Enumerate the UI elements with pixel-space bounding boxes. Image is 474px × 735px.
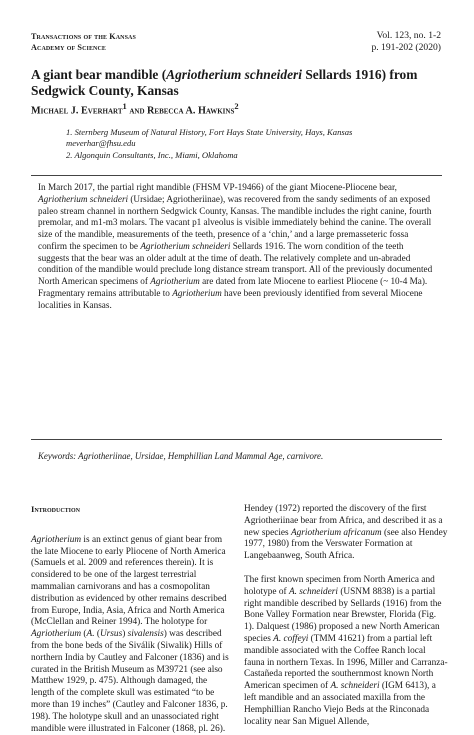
title-part1: A giant bear mandible ( xyxy=(31,67,167,82)
body-species: A. schneideri xyxy=(288,586,338,597)
body-species: A. xyxy=(86,629,95,640)
paragraph xyxy=(31,535,229,735)
author-2: Rebecca A. Hawkins xyxy=(147,105,235,117)
volume-info xyxy=(371,30,441,54)
paragraph-gap xyxy=(244,563,448,575)
title-species: Agriotherium schneideri xyxy=(166,67,302,82)
volume-number: Vol. 123, no. 1-2 xyxy=(376,30,441,41)
abstract-text: In March 2017, the partial right mandible (FHSM VP-19466) of the giant Miocene-Pliocene bear, xyxy=(38,182,397,192)
body-text: ( xyxy=(94,629,100,640)
abstract xyxy=(38,182,436,311)
author-line xyxy=(31,101,239,116)
paper-title xyxy=(31,67,451,99)
body-text: The first known specimen from North America and holotype of xyxy=(244,574,435,597)
body-column-right xyxy=(244,504,448,728)
body-species: Agriotherium xyxy=(31,629,82,640)
abstract-text: Sellards 1916. The worn condition of the teeth suggests that the bear was an older adult at the time of death. The relatively complete and un-abraded condition of the mandible would preclude long distance stream transport. All of the previously documented North American specimens of xyxy=(38,240,433,286)
affiliation-2: 2. Algonquin Consultants, Inc., Miami, Oklahoma xyxy=(66,149,238,160)
abstract-species: Agriotherium schneideri xyxy=(38,193,129,204)
body-text: ) was described from the bone beds of the Siválik (Siwalik) Hills of northern India by Cautley and Falconer (1836) and is curated in the British Museum as M39721 (see also Matthew 1929, p. 475). Although damaged, the length of the complete skull was estimated “to be more than 19 inches” (Cautley and Falconer 1836, p. 198). The holotype skull and an unassociated right mandible were illustrated in Falconer (1868, pl. 26). xyxy=(31,629,229,734)
body-species: A. coffeyi xyxy=(273,633,309,644)
author-1-affil-mark: 1 xyxy=(122,101,127,111)
body-species: Agriotherium xyxy=(31,534,82,545)
page-range-year: p. 191-202 (2020) xyxy=(371,42,441,53)
abstract-species: Agriotherium xyxy=(150,276,200,286)
journal-name xyxy=(31,31,136,53)
body-text: is an extinct genus of giant bear from the late Miocene to early Pliocene of North America (Samuels et al. 2009 and references therein). It is considered to be one of the largest terrestrial mammalian carnivorans and has a cosmopolitan distribution as evidenced by other remains described from Europe, India, Asia, Africa and North America (McClellan and Reiner 1994). The holotype for xyxy=(31,534,227,628)
body-species: sivalensis xyxy=(127,629,164,640)
author-conjunction: and xyxy=(126,105,148,117)
journal-name-line2: Academy of Science xyxy=(31,43,107,52)
abstract-text: (Ursidae; Agriotheriinae), was recovered from the sandy sediments of an exposed paleo stream channel in northern Sedgwick County, Kansas. The mandible includes the right canine, fourth premolar, and m1-m3 molars. The vacant p1 alveolus is visible immediately behind the canine. The overall size of the mandible, measurements of the teeth, presence of a ‘chin,’ and a large premasseteric fossa confirm the specimen to be xyxy=(38,193,432,251)
body-species: Ursus xyxy=(99,629,123,640)
body-column-left xyxy=(31,504,229,735)
affiliations xyxy=(66,127,446,161)
abstract-species: Agriotherium xyxy=(172,287,222,298)
body-species: A. schneideri xyxy=(330,681,380,692)
body-text: (IGM 6413), a left mandible and an associated maxilla from the Hemphillian Rancho Viejo Beds at the Rinconada locality near San Miguel Allende, xyxy=(244,681,436,727)
body-species: Agriotherium africanum xyxy=(290,527,382,538)
journal-name-line1: Transactions of the Kansas xyxy=(31,32,136,41)
body-text: ( xyxy=(81,629,87,640)
abstract-text: have been previously identified from several Miocene localities in Kansas. xyxy=(38,287,423,310)
author-1: Michael J. Everhart xyxy=(31,105,123,117)
author-2-affil-mark: 2 xyxy=(234,101,239,111)
abstract-text: are dated from late Miocene to earliest Pliocene (~ 10-4 Ma). Fragmentary remains attributable to xyxy=(38,276,428,298)
body-text: (see also Hendey 1977, 1980) from the Verswater Formation at Langebaanweg, South Africa. xyxy=(244,527,448,562)
section-heading-introduction: Introduction xyxy=(31,504,81,514)
abstract-species: Agriotherium schneideri xyxy=(140,240,231,251)
author-email[interactable]: meverhar@fhsu.edu xyxy=(66,138,136,149)
body-text: ) xyxy=(122,629,128,640)
title-part2: Sellards 1916) from Sedgwick County, Kansas xyxy=(31,67,418,98)
affiliation-1: 1. Sternberg Museum of Natural History, Fort Hays State University, Hays, Kansas xyxy=(66,127,353,137)
paragraph xyxy=(244,575,448,728)
body-text: (TMM 41621) from a partial left mandible associated with the Coffee Ranch local fauna in northern Texas. In 1996, Miller and Carranza-Castañeda reported the southernmost known North American specimen of xyxy=(244,633,448,692)
keywords: Keywords: Agriotheriinae, Ursidae, Hemphillian Land Mammal Age, carnivore. xyxy=(38,451,324,461)
paragraph xyxy=(244,504,448,563)
body-text: Hendey (1972) reported the discovery of the first Agriotheriinae bear from Africa, and described it as a new species xyxy=(244,504,443,538)
body-text: (USNM 8838) is a partial right mandible described by Sellards (1916) from the Bone Valley Formation near Brewster, Florida (Fig. 1). Dalquest (1986) proposed a new North American species xyxy=(244,586,442,644)
